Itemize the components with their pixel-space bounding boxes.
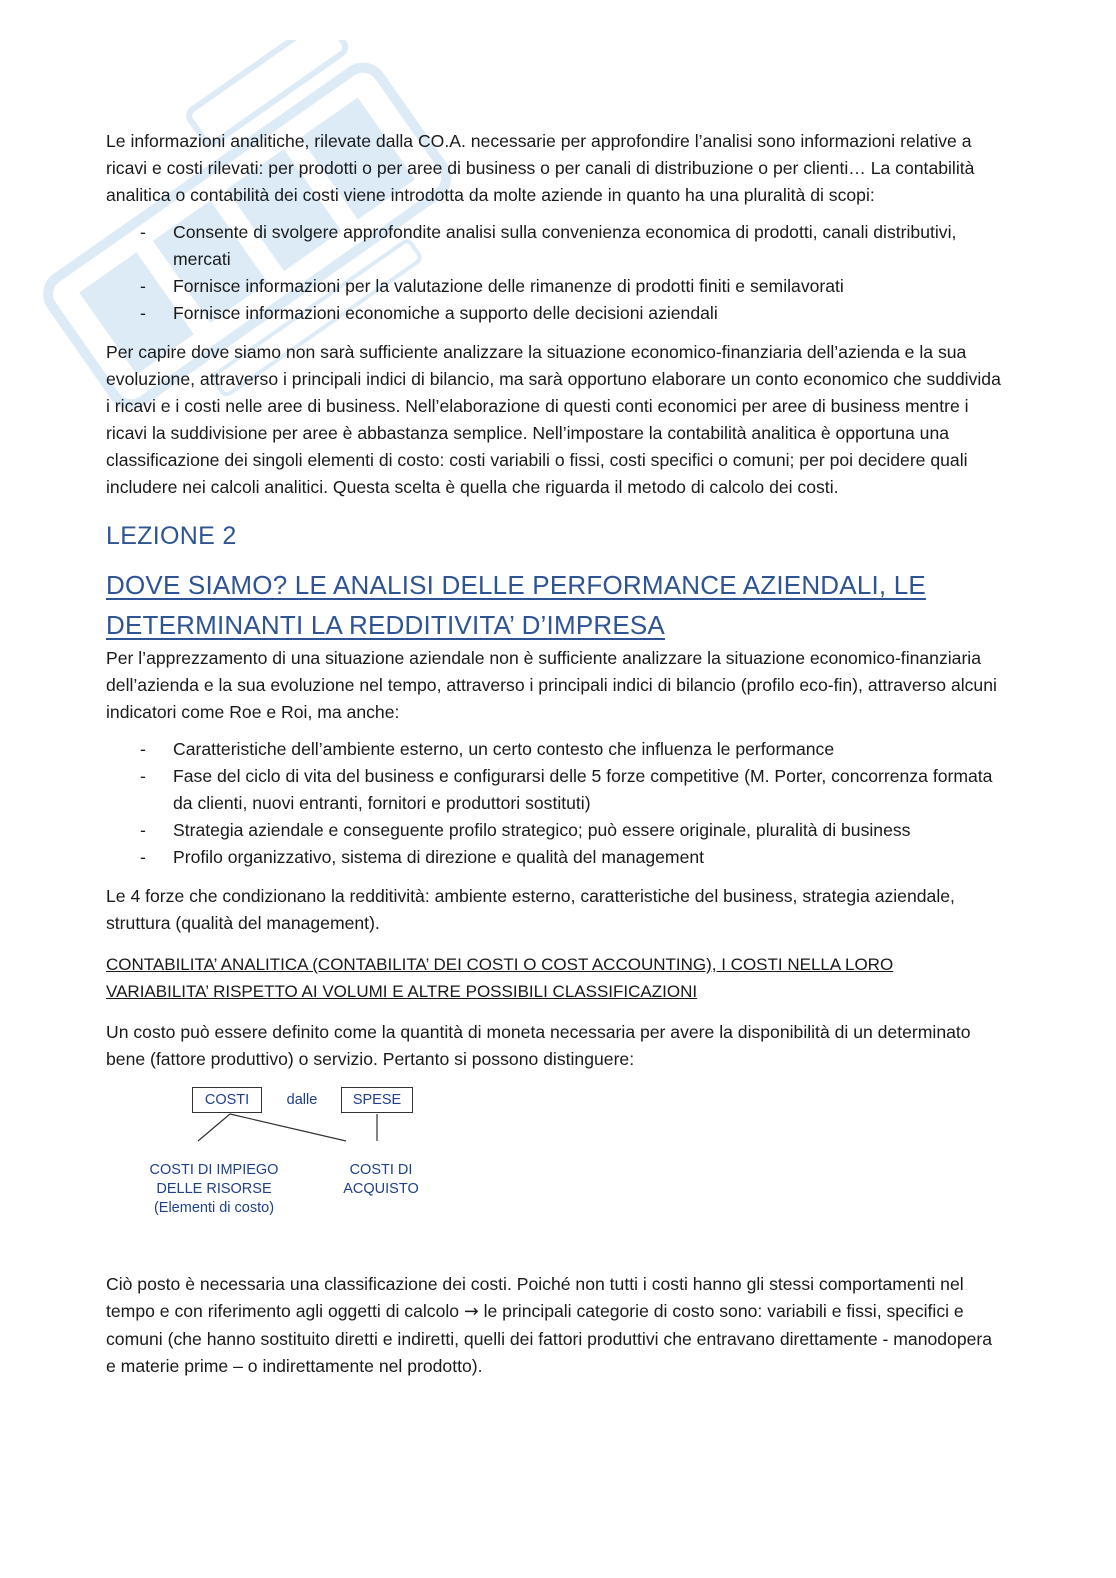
lesson-title-line1: DOVE SIAMO? LE ANALISI DELLE PERFORMANCE AZIENDALI, LE: [106, 570, 926, 600]
subheading-line2: VARIABILITA’ RISPETTO AI VOLUMI E ALTRE POSSIBILI CLASSIFICAZIONI: [106, 982, 698, 1001]
dalle-label: dalle: [286, 1092, 318, 1108]
document-page: [106, 128, 1006, 1380]
line-costi-to-impiego: [198, 1114, 230, 1141]
costi-acquisto-label: [326, 1161, 436, 1199]
forces-paragraph: Le 4 forze che condizionano la redditività: ambiente esterno, caratteristiche del business, strategia aziendale, struttura (qualità del management).: [106, 886, 955, 933]
list-item: - Fornisce informazioni economiche a supporto delle decisioni aziendali: [106, 300, 1006, 327]
list-item: - Fornisce informazioni per la valutazione delle rimanenze di prodotti finiti e semilavorati: [106, 273, 1006, 300]
analysis-paragraph: Per capire dove siamo non sarà sufficiente analizzare la situazione economico-finanziaria dell’azienda e la sua evoluzione, attraverso i principali indici di bilancio, ma sarà opportuno elaborare un conto economico che suddivida i ricavi e i costi nelle aree di business. Nell’elaborazione di questi conti economici per aree di business mentre i ricavi la suddivisione per aree è abbastanza semplice. Nell’impostare la contabilità analitica è opportuna una classificazione dei singoli elementi di costo: costi variabili o fissi, costi specifici o comuni; per poi decidere quali includere nei calcoli analitici. Questa scelta è quella che riguarda il metodo di calcolo dei costi.: [106, 342, 1001, 497]
acquisto-line1: COSTI DI: [349, 1162, 413, 1178]
line-costi-to-acquisto: [230, 1114, 346, 1141]
acquisto-line2: ACQUISTO: [343, 1181, 419, 1197]
classification-paragraph: [106, 1271, 1006, 1380]
impiego-line3: (Elementi di costo): [153, 1200, 275, 1216]
section-subheading: [106, 951, 1006, 1005]
costi-box: COSTI: [192, 1087, 262, 1113]
costi-impiego-label: [134, 1161, 294, 1218]
list-item: - Caratteristiche dell’ambiente esterno, un certo contesto che influenza le performance: [106, 736, 1006, 763]
list-item: - Consente di svolgere approfondite analisi sulla convenienza economica di prodotti, canali distributivi, mercati: [106, 219, 1006, 273]
intro-paragraph: Le informazioni analitiche, rilevate dalla CO.A. necessarie per approfondire l’analisi sono informazioni relative a ricavi e costi rilevati: per prodotti o per aree di business o per canali di distribuzione o per clienti… La contabilità analitica o contabilità dei costi viene introdotta da molte aziende in quanto ha una pluralità di scopi:: [106, 131, 975, 205]
list-item: - Profilo organizzativo, sistema di direzione e qualità del management: [106, 844, 1006, 871]
performance-bullet-list: [106, 736, 1006, 871]
impiego-line2: DELLE RISORSE: [156, 1181, 272, 1197]
performance-paragraph: Per l’apprezzamento di una situazione aziendale non è sufficiente analizzare la situazione economico-finanziaria dell’azienda e la sua evoluzione nel tempo, attraverso i principali indici di bilancio (profilo eco-fin), attraverso alcuni indicatori come Roe e Roi, ma anche:: [106, 648, 997, 722]
lesson-title: [106, 565, 1006, 645]
right-arrow-icon: →: [463, 1302, 479, 1322]
classification-text-part2: le principali categorie di costo sono: variabili e fissi, specifici e comuni (che hanno sostituito diretti e indiretti, quelli dei fattori produttivi che entravano direttamente - manodopera e materie prime – o indirettamente nel prodotto).: [106, 1301, 993, 1376]
spese-box: SPESE: [341, 1087, 413, 1113]
lesson-title-line2: DETERMINANTI LA REDDITIVITA’ D’IMPRESA: [106, 610, 665, 640]
subheading-line1: CONTABILITA’ ANALITICA (CONTABILITA’ DEI COSTI O COST ACCOUNTING), I COSTI NELLA LORO: [106, 955, 894, 974]
list-item: - Strategia aziendale e conseguente profilo strategico; può essere originale, pluralità di business: [106, 817, 1006, 844]
list-item: - Fase del ciclo di vita del business e configurarsi delle 5 forze competitive (M. Porter, concorrenza formata da clienti, nuovi entranti, fornitori e produttori sostituti): [106, 763, 1006, 817]
cost-definition-paragraph: Un costo può essere definito come la quantità di moneta necessaria per avere la disponibilità di un determinato bene (fattore produttivo) o servizio. Pertanto si possono distinguere:: [106, 1022, 971, 1069]
impiego-line1: COSTI DI IMPIEGO: [149, 1162, 279, 1178]
intro-bullet-list: [106, 219, 1006, 327]
cost-diagram: [106, 1081, 1006, 1271]
classification-text-part1: Ciò posto è necessaria una classificazione dei costi. Poiché non tutti i costi hanno gli stessi comportamenti nel tempo e con riferimento agli oggetti di calcolo: [106, 1274, 964, 1321]
lesson-heading: LEZIONE 2: [106, 522, 237, 550]
